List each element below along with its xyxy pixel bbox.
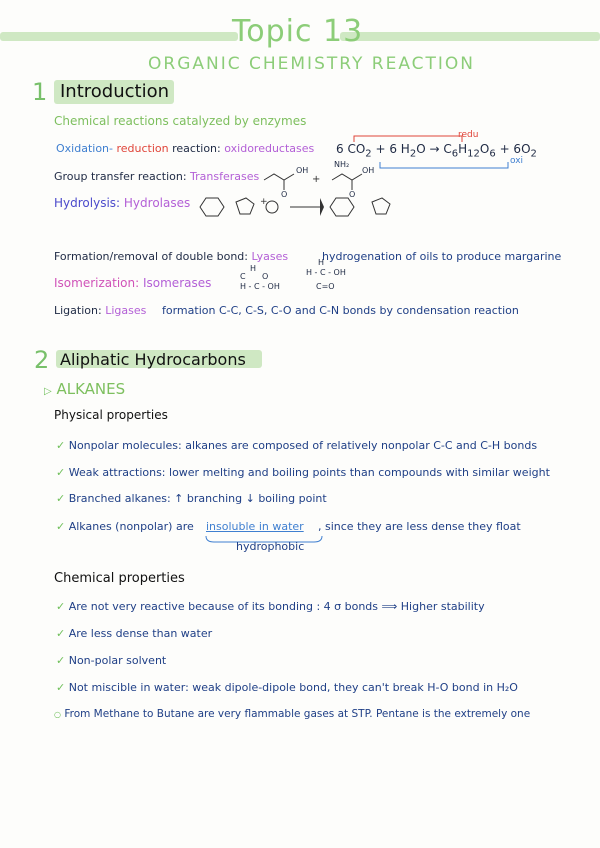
- alkanes-label: ALKANES: [56, 380, 126, 398]
- phys-item-2: [56, 466, 550, 479]
- circle-icon: ○: [54, 710, 61, 719]
- check-icon: ✓: [56, 439, 66, 452]
- svg-text:+: +: [312, 174, 321, 185]
- page-subtitle: ORGANIC CHEMISTRY REACTION: [148, 54, 476, 74]
- ligation-label: Ligation:: [54, 304, 102, 317]
- eq-o2: + 6O: [499, 142, 531, 156]
- section1-number: 1: [32, 78, 48, 106]
- eq-c: C: [443, 142, 452, 156]
- chem-text-5: From Methane to Butane are very flammable gases at STP. Pentane is the extremely one: [64, 708, 531, 720]
- ligation-enzyme: Ligases: [105, 304, 147, 317]
- hydrolysis-enzyme: Hydrolases: [123, 196, 191, 210]
- section2-heading: Aliphatic Hydrocarbons: [60, 350, 246, 369]
- triangle-icon: ▷: [44, 386, 52, 397]
- hydrolysis-line: [54, 196, 190, 210]
- section2-number: 2: [34, 346, 50, 374]
- chem-item-3: [56, 654, 166, 667]
- chem-text-4: Not miscible in water: weak dipole-dipole bond, they can't break H-O bond in H₂O: [68, 681, 518, 694]
- iso-row2: H - C - OH: [306, 268, 346, 277]
- formation-label: Formation/removal of double bond:: [54, 250, 248, 263]
- group-transfer-enzyme: Transferases: [190, 170, 260, 183]
- hydrolysis-label: Hydrolysis:: [54, 196, 121, 210]
- isomerization-label: Isomerization:: [54, 276, 140, 290]
- phys-item-3: [56, 492, 327, 505]
- oxidation-reaction: reaction:: [172, 142, 221, 155]
- chemical-heading: Chemical properties: [54, 571, 185, 586]
- check-icon: ✓: [56, 520, 66, 533]
- oxi-label: oxi: [510, 156, 524, 166]
- oxidation-reduction: reduction: [116, 142, 169, 155]
- eq-o-sub: 6: [489, 148, 496, 160]
- group-transfer-label: Group transfer reaction:: [54, 170, 187, 183]
- eq-c-sub: 6: [451, 148, 459, 160]
- chem-item-1: [56, 600, 485, 613]
- eq-h-sub: 12: [467, 148, 480, 160]
- chem-text-3: Non-polar solvent: [68, 654, 167, 667]
- chem-item-2: [56, 627, 212, 640]
- physical-heading: Physical properties: [54, 408, 168, 422]
- phys-item-4: [56, 520, 194, 533]
- chem-text-1: Are not very reactive because of its bonding : 4 σ bonds ⟹ Higher stability: [68, 600, 485, 613]
- iso-h1: H: [250, 264, 257, 273]
- eq-h2o-o: O: [416, 142, 426, 156]
- struct-oh2: OH: [362, 166, 375, 175]
- chem-item-5: [54, 708, 530, 720]
- eq-o: O: [479, 142, 490, 156]
- group-transfer-line: [54, 170, 259, 183]
- phys-text-3: Branched alkanes: ↑ branching ↓ boiling point: [68, 492, 327, 505]
- title-underline-left: [0, 32, 238, 41]
- iso-o1: O: [262, 272, 269, 281]
- check-icon: ✓: [56, 627, 66, 640]
- isomerization-line: [54, 276, 211, 290]
- eq-h: H: [458, 142, 468, 156]
- struct-o2: O: [349, 190, 356, 199]
- section1-heading: Introduction: [60, 81, 170, 102]
- iso-row3: C=O: [316, 282, 335, 291]
- check-icon: ✓: [56, 492, 66, 505]
- check-icon: ✓: [56, 654, 66, 667]
- phys-text-4: Alkanes (nonpolar) are: [68, 520, 194, 533]
- insoluble-phrase: insoluble in water: [206, 520, 304, 533]
- check-icon: ✓: [56, 681, 66, 694]
- struct-nh2: NH₂: [334, 160, 350, 169]
- eq-co2-sub: 2: [365, 148, 372, 160]
- formation-enzyme: Lyases: [251, 250, 289, 263]
- eq-h2o: + 6 H: [375, 142, 410, 156]
- phys-text-2: Weak attractions: lower melting and boiling points than compounds with similar weight: [68, 466, 550, 479]
- isomerization-enzyme: Isomerases: [142, 276, 212, 290]
- eq-h2o-sub: 2: [409, 148, 417, 160]
- svg-text:+: +: [260, 197, 268, 207]
- eq-arrow: →: [429, 142, 440, 156]
- oxidation-prefix: Oxidation-: [56, 142, 113, 155]
- struct-o1: O: [281, 190, 288, 199]
- redu-label: redu: [458, 130, 479, 140]
- hydrolysis-structures: [190, 190, 410, 224]
- check-icon: ✓: [56, 600, 66, 613]
- title-underline-right: [340, 32, 600, 41]
- hydrophobic-label: hydrophobic: [236, 540, 305, 553]
- alkanes-heading: [44, 380, 125, 398]
- eq-o2-sub: 2: [530, 148, 537, 160]
- chem-item-4: [56, 681, 518, 694]
- ligation-line: [54, 304, 146, 317]
- eq-co2: 6 CO: [336, 142, 366, 156]
- check-icon: ✓: [56, 466, 66, 479]
- oxidation-enzyme: oxidoreductases: [224, 142, 315, 155]
- chem-text-2: Are less dense than water: [68, 627, 213, 640]
- page-title: Topic 13: [232, 14, 364, 49]
- phys-item-1: [56, 439, 537, 452]
- struct-oh1: OH: [296, 166, 309, 175]
- iso-c1: C: [240, 272, 246, 281]
- iso-h2: H: [318, 258, 325, 267]
- insoluble-tail: , since they are less dense they float: [318, 520, 521, 533]
- formation-line: [54, 250, 288, 263]
- formation-note: hydrogenation of oils to produce margarine: [322, 250, 562, 263]
- enzyme-line: Chemical reactions catalyzed by enzymes: [54, 114, 307, 128]
- iso-row1: H - C - OH: [240, 282, 280, 291]
- oxidation-line: [56, 142, 314, 155]
- phys-text-1: Nonpolar molecules: alkanes are composed of relatively nonpolar C-C and C-H bonds: [68, 439, 538, 452]
- ligation-note: formation C-C, C-S, C-O and C-N bonds by condensation reaction: [162, 304, 519, 317]
